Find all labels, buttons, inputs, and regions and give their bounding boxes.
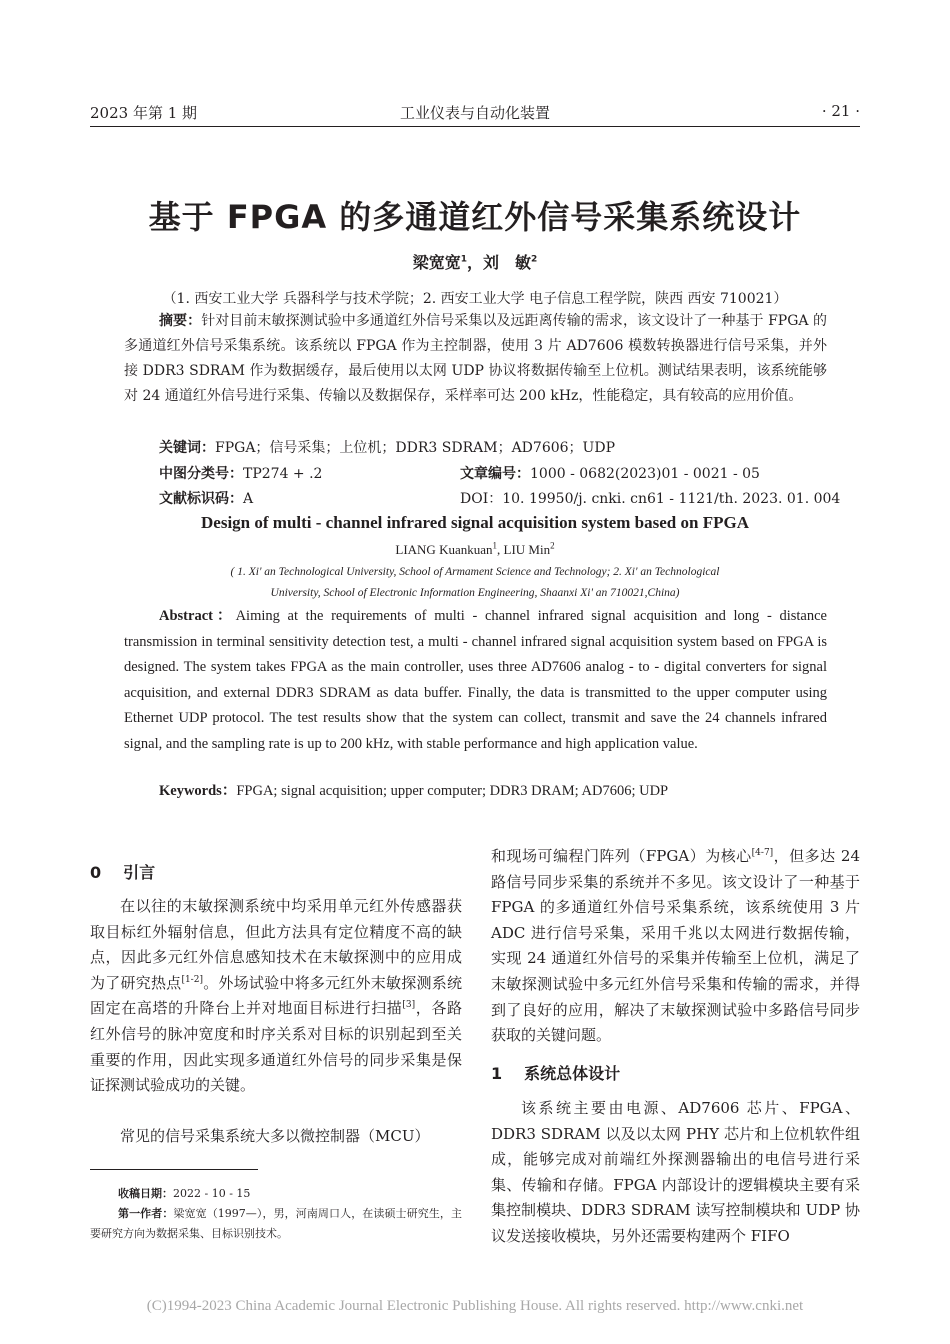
- header-journal: 工业仪表与自动化装置: [399, 104, 550, 122]
- keywords-en: [159, 779, 668, 805]
- section-0-number: 0: [90, 863, 102, 882]
- keywords-en-label: Keywords：: [159, 783, 237, 799]
- section-0-title: 引言: [123, 863, 156, 882]
- abstract-en-text: Aiming at the requirements of multi - channel infrared signal acquisition and long - distance transmission in terminal sensitivity detection test, a multi - channel infrared signal acquisition system based on FPGA is designed. The system takes FPGA as the main controller, uses three AD7606 analog - to - digital converters for signal acquisition, and external DDR3 SDRAM as data buffer. Finally, the data is transmitted to the upper computer using Ethernet UDP protocol. The test results show that the system can collect, transmit and save the 24 channels infrared signal, and the sampling rate is up to 200 kHz, with stable performance and high application value.: [124, 608, 827, 752]
- section-1-number: 1: [491, 1064, 503, 1083]
- copyright-watermark: (C)1994-2023 China Academic Journal Electronic Publishing House. All rights reserved. http://www.cnki.net: [146, 1298, 804, 1314]
- citation-3: [3]: [402, 1000, 416, 1011]
- doc-code: [159, 488, 253, 508]
- section-1-paragraph: 该系统主要由电源、AD7606 芯片、FPGA、DDR3 SDRAM 以及以太网 PHY 芯片和上位机软件组成，能够完成对前端红外探测器输出的电信号进行采集、传输和存储。FPGA 内部设计的逻辑模块主要有采集控制模块、DDR3 SDRAM 读写控制模块和 UDP 协议发送接收模块，另外还需要构建两个 FIFO: [491, 1099, 860, 1245]
- en-author-1: LIANG Kuankuan: [395, 542, 493, 557]
- author-1: 梁宽宽: [412, 253, 461, 272]
- keywords-cn: [159, 437, 615, 457]
- citation-4-7: [4-7]: [751, 848, 774, 858]
- header-issue: 2023 年第 1 期: [90, 104, 198, 122]
- received-date: 2022 - 10 - 15: [173, 1187, 251, 1200]
- author-2-sup: 2: [531, 254, 538, 265]
- affiliation: （1. 西安工业大学 兵器科学与技术学院；2. 西安工业大学 电子信息工程学院，陕西 西安 710021）: [162, 291, 788, 307]
- author-label: 第一作者：: [118, 1207, 174, 1220]
- right-paragraph-1: [491, 844, 860, 1049]
- article-value: 1000 - 0682(2023)01 - 0021 - 05: [530, 466, 760, 482]
- keywords-cn-text: FPGA；信号采集；上位机；DDR3 SDRAM；AD7606；UDP: [215, 440, 615, 456]
- header-rule: [90, 126, 860, 127]
- en-author-2-sup: 2: [550, 540, 555, 551]
- en-author-1-sup: 1: [492, 540, 498, 551]
- author-2: 刘 敏: [483, 253, 532, 272]
- header-page-number: · 21 ·: [821, 102, 860, 120]
- doi: DOI：10. 19950/j. cnki. cn61 - 1121/th. 2023. 01. 004: [460, 491, 841, 507]
- intro-text-a: 在以往的末敏探测系统中均采用单元红外传感器获取目标红外辐射信息，但此方法具有定位精度不高的缺点，因此多元红外信息感知技术在末敏探测中的应用成为了研究热点: [90, 897, 462, 992]
- author-line: [0, 250, 950, 273]
- article-number: [460, 463, 760, 483]
- clc-number: [159, 463, 322, 483]
- english-title: Design of multi - channel infrared signal acquisition system based on FPGA: [201, 513, 749, 532]
- abstract-en-label: Abstract：: [159, 608, 236, 624]
- section-0-heading: [90, 860, 155, 883]
- abstract-cn-text: 针对目前末敏探测试验中多通道红外信号采集以及远距离传输的需求，该文设计了一种基于 FPGA 的多通道红外信号采集系统。该系统以 FPGA 作为主控制器，使用 3 片 AD7606 模数转换器进行信号采集，并外接 DDR3 SDRAM 作为数据缓存，最后使用以太网 UDP 协议将数据传输至上位机。测试结果表明，该系统能够对 24 通道红外信号进行采集、传输以及数据保存，采样率可达 200 kHz，性能稳定，具有较高的应用价值。: [124, 313, 828, 404]
- abstract-en: [124, 604, 827, 757]
- keywords-en-text: FPGA; signal acquisition; upper computer; DDR3 DRAM; AD7606; UDP: [236, 783, 669, 799]
- keywords-cn-label: 关键词：: [159, 440, 215, 456]
- en-author-sep: ,: [497, 542, 504, 557]
- author-sep: ，: [466, 253, 483, 272]
- intro-paragraph-1: [90, 894, 462, 1099]
- footnote-rule: [90, 1169, 258, 1170]
- english-affiliation-line2: University, School of Electronic Information Engineering, Shaanxi Xi' an 710021,China): [270, 587, 680, 599]
- english-authors: [0, 542, 950, 558]
- clc-value: TP274 + .2: [243, 466, 323, 482]
- section-1-heading: [491, 1061, 620, 1084]
- intro-paragraph-2: 常见的信号采集系统大多以微控制器（MCU）: [120, 1127, 430, 1145]
- author-1-sup: 1: [460, 254, 467, 265]
- right-text-b: ，但多达 24 路信号同步采集的系统并不多见。该文设计了一种基于 FPGA 的多通道红外信号采集系统，该系统使用 3 片 ADC 进行信号采集，采用千兆以太网进行数据传输，实现 24 通道红外信号的采集并传输至上位机，满足了末敏探测试验中多元红外信号采集和传输的需求，并得到了良好的应用，解决了末敏探测试验中多路信号同步获取的关键问题。: [491, 847, 860, 1045]
- abstract-cn: [124, 309, 827, 409]
- intro-text-c: ，各路红外信号的脉冲宽度和时序关系对目标的识别起到至关重要的作用，因此实现多通道红外信号的同步采集是保证探测试验成功的关键。: [90, 999, 462, 1095]
- citation-1-2: [1-2]: [181, 974, 203, 985]
- clc-label: 中图分类号：: [159, 466, 243, 482]
- footnote-received: [118, 1184, 462, 1204]
- section-1-title: 系统总体设计: [524, 1064, 621, 1083]
- article-label: 文章编号：: [460, 466, 530, 482]
- doc-value: A: [243, 491, 254, 507]
- doc-label: 文献标识码：: [159, 491, 243, 507]
- abstract-cn-label: 摘要：: [159, 313, 202, 329]
- en-author-2: LIU Min: [503, 542, 551, 557]
- intro-text-b: 。外场试验中将多元红外末敏探测系统固定在高塔的升降台上并对地面目标进行扫描: [90, 973, 462, 1018]
- received-label: 收稿日期：: [118, 1187, 173, 1200]
- english-affiliation-line1: ( 1. Xi' an Technological University, School of Armament Science and Technology; 2. Xi' an Technological: [230, 566, 720, 578]
- paper-title: 基于 FPGA 的多通道红外信号采集系统设计: [148, 198, 802, 236]
- right-text-a: 和现场可编程门阵列（FPGA）为核心: [491, 847, 752, 865]
- footnote-author: [90, 1204, 462, 1244]
- author-info: 梁宽宽（1997—），男，河南周口人，在读硕士研究生，主要研究方向为数据采集、目标识别技术。: [90, 1207, 462, 1240]
